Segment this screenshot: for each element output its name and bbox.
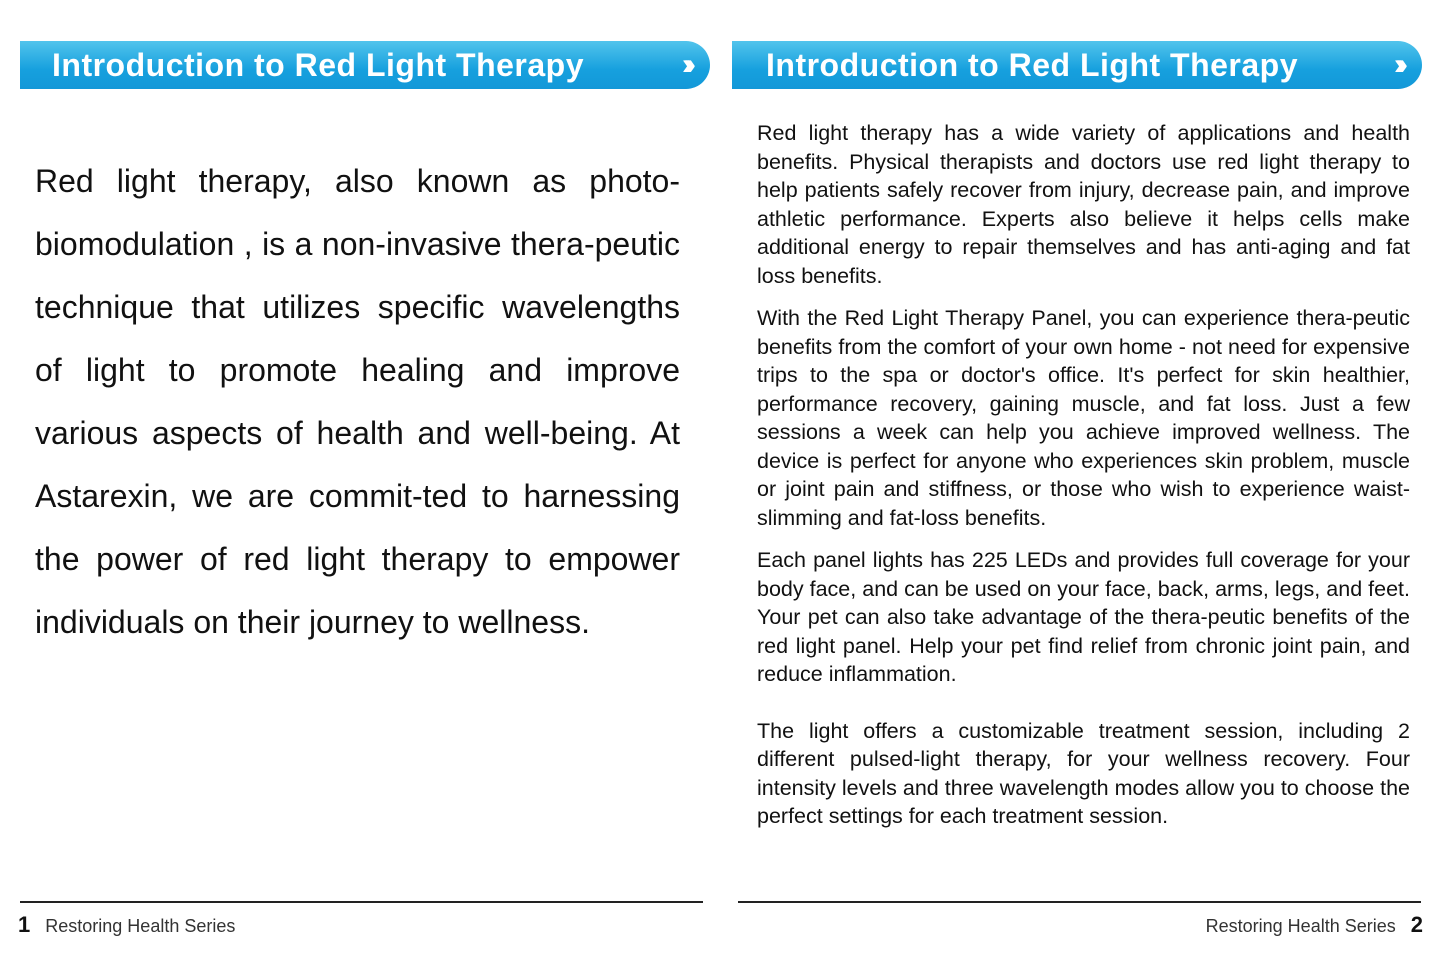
paragraph: With the Red Light Therapy Panel, you can experience thera-peutic benefits from the comfort of your own home - not need for expensive trips to the spa or doctor's office. It's perfect for skin healthier, performance recovery, gaining muscle, and fat loss. Just a few sessions a week can help you achieve improved wellness. The device is perfect for anyone who experiences skin problem, muscle or joint pain and stiffness, or those who wish to experience waist-slimming and fat-loss benefits. xyxy=(757,306,1410,530)
triple-chevron-right-icon: ››› xyxy=(1394,48,1400,81)
page-1-body: Red light therapy, also known as photo-biomodulation , is a non-invasive thera-peutic technique that utilizes specific wavelengths of light to promote healing and improve various aspects of health and well-being. At Astarexin, we are commit-ted to harnessing the power of red light therapy to empower individuals on their journey to wellness. xyxy=(35,163,680,640)
footer-divider xyxy=(738,901,1421,903)
page-2-title: Introduction to Red Light Therapy xyxy=(766,47,1299,83)
page-1-header-banner xyxy=(20,41,710,89)
footer-divider xyxy=(20,901,703,903)
paragraph: Red light therapy has a wide variety of applications and health benefits. Physical therapists and doctors use red light therapy to help patients safely recover from injury, decrease pain, and improve athletic performance. Experts also believe it helps cells make additional energy to repair themselves and has anti-aging and fat loss benefits. xyxy=(757,121,1410,288)
page-number: 1 xyxy=(18,912,31,937)
series-name: Restoring Health Series xyxy=(45,916,236,936)
page-2-footer xyxy=(1206,912,1423,938)
page-2-header-banner xyxy=(732,41,1422,89)
series-name: Restoring Health Series xyxy=(1205,916,1396,936)
triple-chevron-right-icon: ››› xyxy=(682,48,688,81)
page-1-footer xyxy=(18,912,235,938)
paragraph: Each panel lights has 225 LEDs and provides full coverage for your body face, and can be used on your face, back, arms, legs, and feet. Your pet can also take advantage of the thera-peutic benefits of the red light panel. Help your pet find relief from chronic joint pain, and reduce inflammation. xyxy=(757,548,1410,686)
page-number: 2 xyxy=(1410,912,1423,937)
page-1-title: Introduction to Red Light Therapy xyxy=(52,47,585,83)
page-2-body xyxy=(757,119,1410,845)
paragraph: The light offers a customizable treatment session, including 2 different pulsed-light therapy, for your wellness recovery. Four intensity levels and three wavelength modes allow you to choose the perfect settings for each treatment session. xyxy=(757,718,1410,828)
